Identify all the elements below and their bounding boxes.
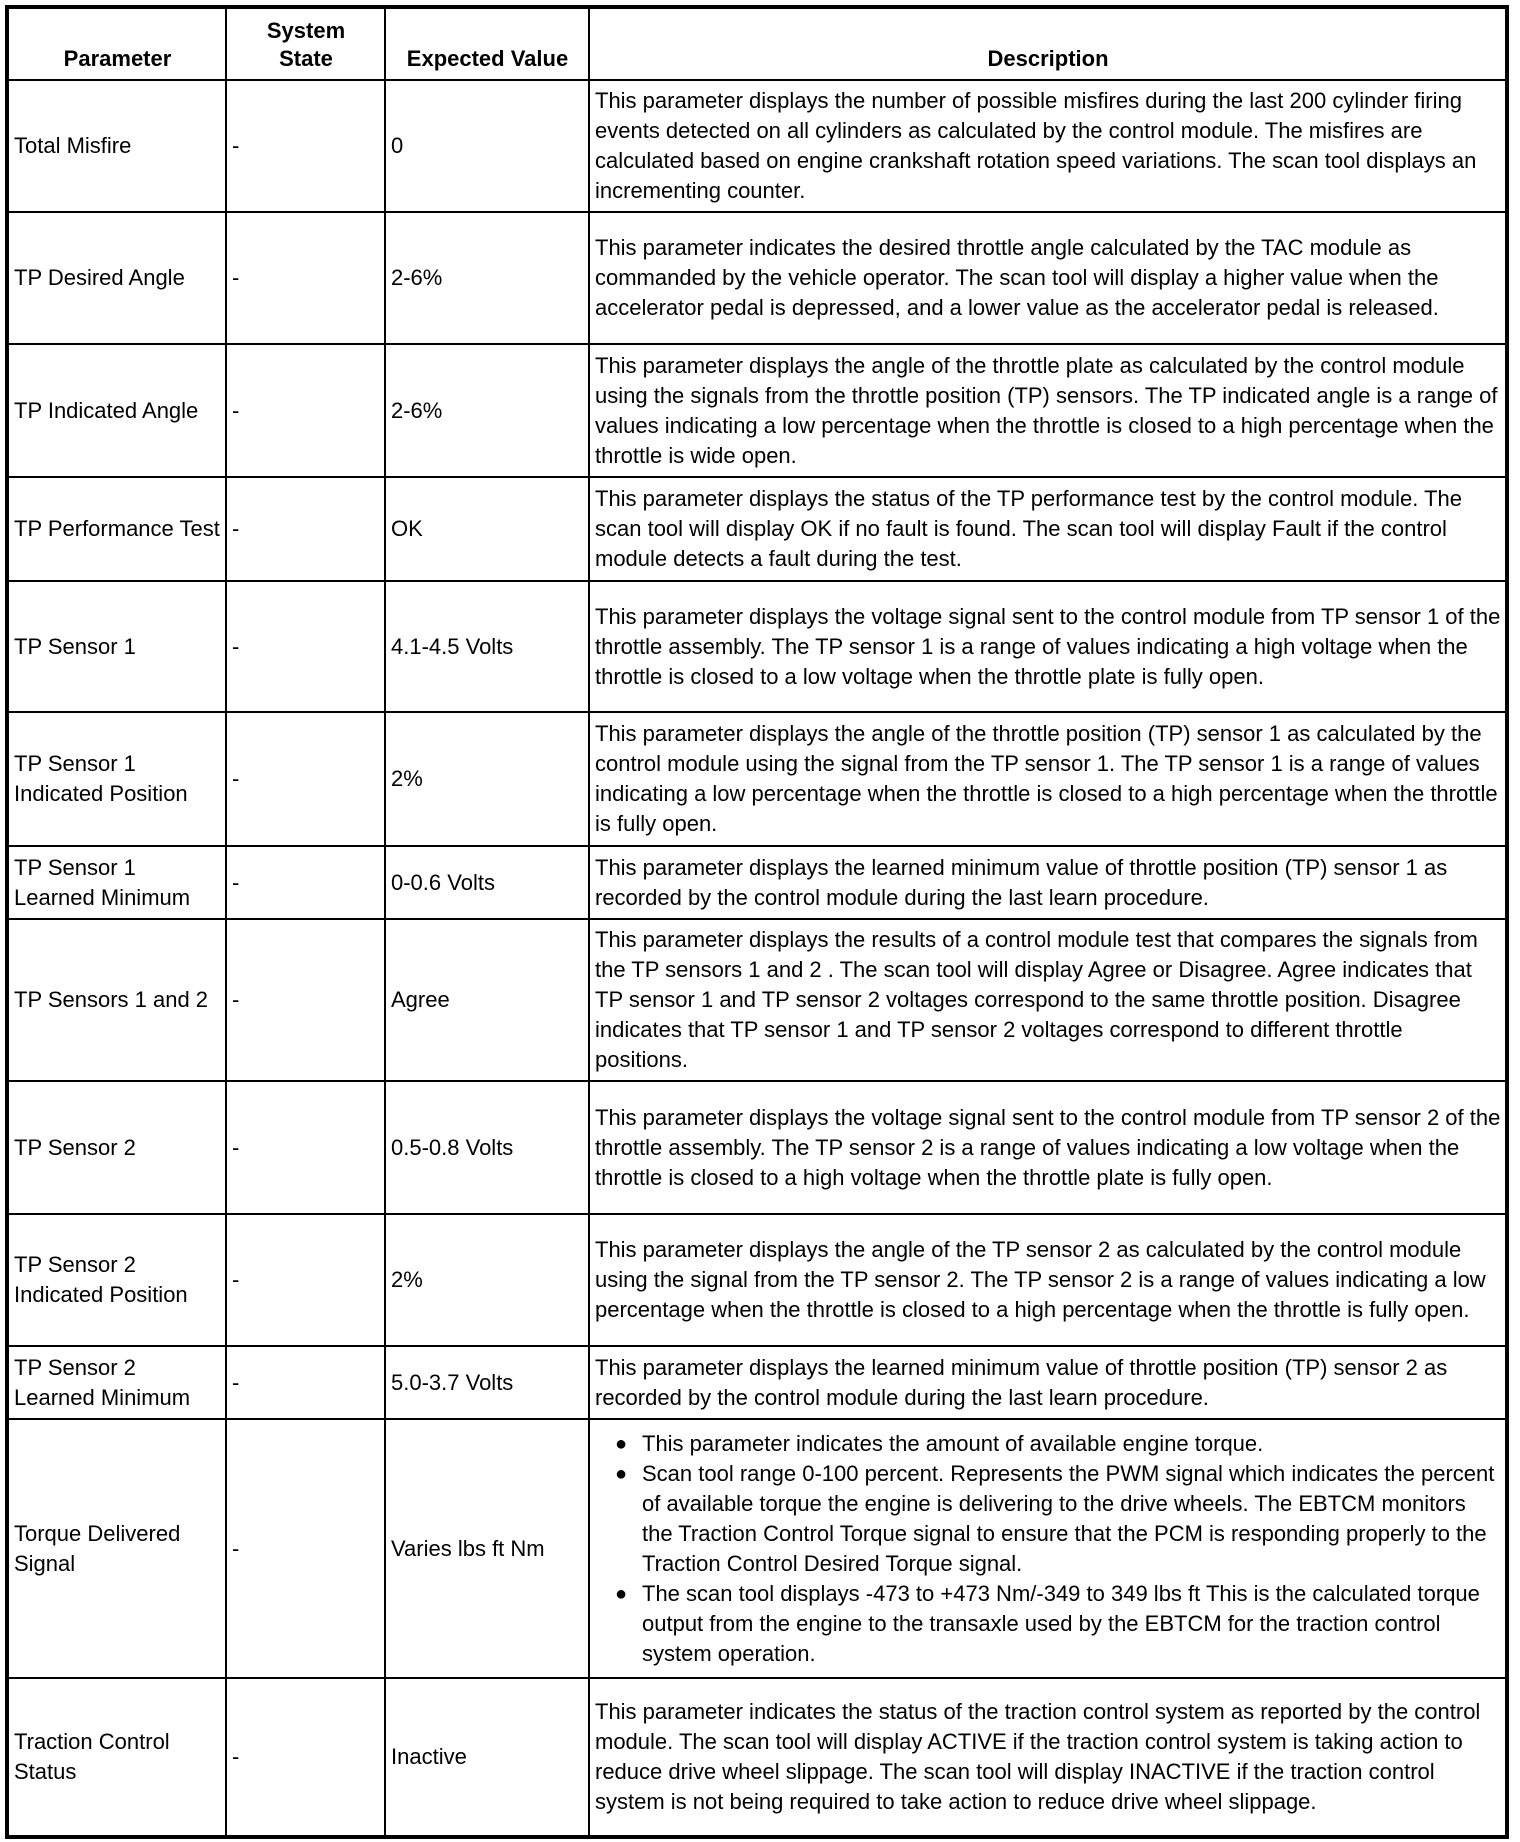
header-expected-value: Expected Value <box>385 7 589 80</box>
cell-parameter: TP Sensor 1 Learned Minimum <box>7 846 226 919</box>
cell-description <box>589 1419 1507 1678</box>
bullet-text: Scan tool range 0-100 percent. Represents the PWM signal which indicates the percent of available torque the engine is delivering to the drive wheels. The EBTCM monitors the Traction Control Torque signal to ensure that the PCM is responding properly to the Traction Control Desired Torque signal. <box>642 1460 1495 1576</box>
cell-expected-value: OK <box>385 477 589 581</box>
cell-parameter: TP Sensor 1 Indicated Position <box>7 712 226 846</box>
cell-description: This parameter displays the number of possible misfires during the last 200 cylinder firing events detected on all cylinders as calculated by the control module. The misfires are calculated based on engine crankshaft rotation speed variations. The scan tool displays an incrementing counter. <box>589 80 1507 212</box>
bullet-item <box>595 1579 1501 1669</box>
bullet-icon: ● <box>615 1432 628 1455</box>
header-description: Description <box>589 7 1507 80</box>
bullet-item <box>595 1429 1501 1459</box>
header-system-state-label: System State <box>266 18 346 71</box>
cell-description: This parameter displays the status of the TP performance test by the control module. The scan tool will display OK if no fault is found. The scan tool will display Fault if the control module detects a fault during the test. <box>589 477 1507 581</box>
table-row <box>7 919 1507 1081</box>
table-row <box>7 846 1507 919</box>
bullet-item <box>595 1459 1501 1579</box>
cell-system-state: - <box>226 581 385 712</box>
table-row <box>7 344 1507 477</box>
cell-expected-value: 5.0-3.7 Volts <box>385 1346 589 1419</box>
table-row <box>7 1678 1507 1837</box>
cell-expected-value: 2-6% <box>385 344 589 477</box>
cell-parameter: Torque Delivered Signal <box>7 1419 226 1678</box>
table-row <box>7 1346 1507 1419</box>
cell-expected-value: 0-0.6 Volts <box>385 846 589 919</box>
cell-system-state: - <box>226 1081 385 1214</box>
cell-expected-value: 0.5-0.8 Volts <box>385 1081 589 1214</box>
description-bullet-list <box>595 1429 1501 1669</box>
cell-system-state: - <box>226 1419 385 1678</box>
bullet-icon: ● <box>615 1582 628 1605</box>
table-row <box>7 1214 1507 1346</box>
parameter-table <box>5 5 1509 1839</box>
table-row <box>7 212 1507 344</box>
bullet-text: This parameter indicates the amount of available engine torque. <box>642 1430 1264 1456</box>
table-row <box>7 1081 1507 1214</box>
cell-description: This parameter displays the angle of the throttle position (TP) sensor 1 as calculated by the control module using the signal from the TP sensor 1. The TP sensor 1 is a range of values indicating a low percentage when the throttle is closed to a high percentage when the throttle is fully open. <box>589 712 1507 846</box>
cell-system-state: - <box>226 1678 385 1837</box>
cell-system-state: - <box>226 919 385 1081</box>
cell-parameter: Traction Control Status <box>7 1678 226 1837</box>
bullet-icon: ● <box>615 1462 628 1485</box>
table-row <box>7 712 1507 846</box>
cell-system-state: - <box>226 477 385 581</box>
cell-parameter: TP Sensor 1 <box>7 581 226 712</box>
cell-expected-value: Varies lbs ft Nm <box>385 1419 589 1678</box>
cell-description: This parameter indicates the status of the traction control system as reported by the control module. The scan tool will display ACTIVE if the traction control system is taking action to reduce drive wheel slippage. The scan tool will display INACTIVE if the traction control system is not being required to take action to reduce drive wheel slippage. <box>589 1678 1507 1837</box>
cell-description: This parameter displays the angle of the TP sensor 2 as calculated by the control module using the signal from the TP sensor 2. The TP sensor 2 is a range of values indicating a low percentage when the throttle is closed to a high percentage when the throttle is fully open. <box>589 1214 1507 1346</box>
cell-description: This parameter displays the voltage signal sent to the control module from TP sensor 2 of the throttle assembly. The TP sensor 2 is a range of values indicating a low voltage when the throttle is closed to a high voltage when the throttle plate is fully open. <box>589 1081 1507 1214</box>
cell-expected-value: Inactive <box>385 1678 589 1837</box>
cell-system-state: - <box>226 212 385 344</box>
cell-description: This parameter displays the angle of the throttle plate as calculated by the control module using the signals from the throttle position (TP) sensors. The TP indicated angle is a range of values indicating a low percentage when the throttle is closed to a high percentage when the throttle is wide open. <box>589 344 1507 477</box>
cell-system-state: - <box>226 80 385 212</box>
cell-parameter: TP Sensor 2 Learned Minimum <box>7 1346 226 1419</box>
header-system-state <box>226 7 385 80</box>
cell-expected-value: 2% <box>385 712 589 846</box>
cell-expected-value: 0 <box>385 80 589 212</box>
cell-parameter: TP Performance Test <box>7 477 226 581</box>
cell-description: This parameter displays the voltage signal sent to the control module from TP sensor 1 of the throttle assembly. The TP sensor 1 is a range of values indicating a high voltage when the throttle is closed to a low voltage when the throttle plate is fully open. <box>589 581 1507 712</box>
header-parameter: Parameter <box>7 7 226 80</box>
cell-parameter: TP Desired Angle <box>7 212 226 344</box>
table-header-row <box>7 7 1507 80</box>
cell-system-state: - <box>226 344 385 477</box>
cell-system-state: - <box>226 1346 385 1419</box>
cell-system-state: - <box>226 846 385 919</box>
cell-system-state: - <box>226 1214 385 1346</box>
cell-expected-value: 4.1-4.5 Volts <box>385 581 589 712</box>
cell-parameter: TP Indicated Angle <box>7 344 226 477</box>
table-row <box>7 581 1507 712</box>
cell-expected-value: 2% <box>385 1214 589 1346</box>
cell-description: This parameter displays the results of a control module test that compares the signals from the TP sensors 1 and 2 . The scan tool will display Agree or Disagree. Agree indicates that TP sensor 1 and TP sensor 2 voltages correspond to the same throttle position. Disagree indicates that TP sensor 1 and TP sensor 2 voltages correspond to different throttle positions. <box>589 919 1507 1081</box>
cell-parameter: Total Misfire <box>7 80 226 212</box>
table-row <box>7 477 1507 581</box>
cell-parameter: TP Sensor 2 <box>7 1081 226 1214</box>
cell-description: This parameter displays the learned minimum value of throttle position (TP) sensor 1 as recorded by the control module during the last learn procedure. <box>589 846 1507 919</box>
cell-parameter: TP Sensors 1 and 2 <box>7 919 226 1081</box>
table-row <box>7 80 1507 212</box>
table-row <box>7 1419 1507 1678</box>
cell-expected-value: Agree <box>385 919 589 1081</box>
cell-expected-value: 2-6% <box>385 212 589 344</box>
cell-description: This parameter indicates the desired throttle angle calculated by the TAC module as commanded by the vehicle operator. The scan tool will display a higher value when the accelerator pedal is depressed, and a lower value as the accelerator pedal is released. <box>589 212 1507 344</box>
bullet-text: The scan tool displays -473 to +473 Nm/-349 to 349 lbs ft This is the calculated torque output from the engine to the transaxle used by the EBTCM for the traction control system operation. <box>642 1580 1480 1666</box>
cell-description: This parameter displays the learned minimum value of throttle position (TP) sensor 2 as recorded by the control module during the last learn procedure. <box>589 1346 1507 1419</box>
cell-parameter: TP Sensor 2 Indicated Position <box>7 1214 226 1346</box>
cell-system-state: - <box>226 712 385 846</box>
